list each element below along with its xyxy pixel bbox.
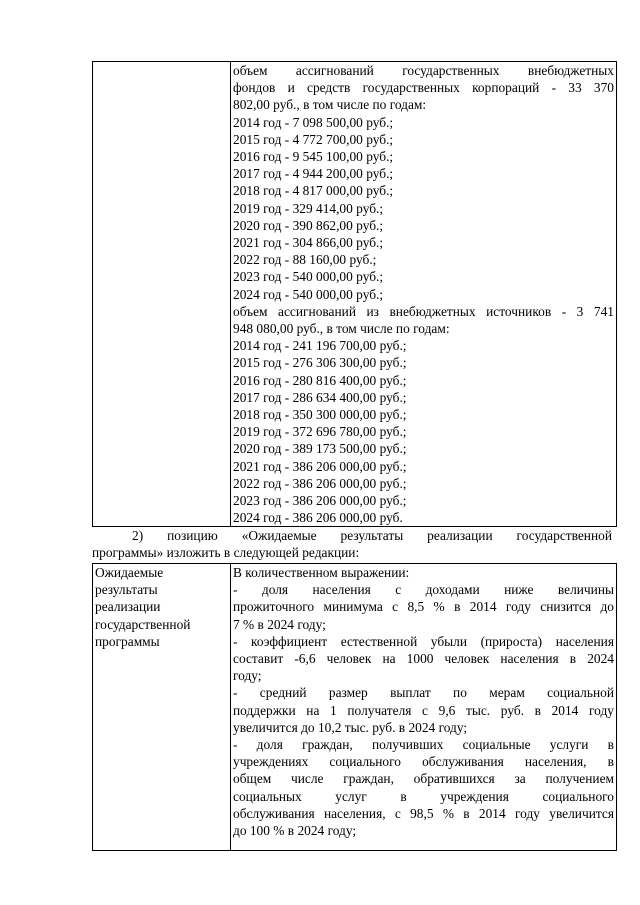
list-item: 2023 год - 540 000,00 руб.; — [233, 269, 384, 285]
text-line: - средний размер выплат по мерам социальной — [233, 685, 614, 701]
text-line: поддержки на 1 получателя с 9,6 тыс. руб. в 2014 году — [233, 702, 614, 718]
text-line: обслуживания населения, с 98,5 % в 2014 году увеличится — [233, 805, 614, 821]
result-item — [233, 633, 614, 685]
expected-results-table — [92, 563, 617, 851]
result-item — [233, 736, 614, 839]
list-item: 2021 год - 386 206 000,00 руб.; — [233, 458, 407, 474]
list-item: 2016 год - 280 816 400,00 руб.; — [233, 372, 407, 388]
list-item: 2017 год - 4 944 200,00 руб.; — [233, 166, 394, 182]
table-value-cell — [231, 62, 617, 527]
text-line: увеличится до 10,2 тыс. руб. в 2024 году; — [233, 719, 468, 735]
list-item: 2018 год - 4 817 000,00 руб.; — [233, 183, 394, 199]
text-line: объем ассигнований государственных внебюджетных — [233, 63, 614, 78]
table-label-cell — [93, 62, 231, 527]
label-line: государственной — [95, 616, 191, 632]
text-line: - коэффициент естественной убыли (прироста) населения — [233, 633, 614, 649]
text-line: фондов и средств государственных корпораций - 33 370 — [233, 80, 614, 96]
list-item: 2014 год - 7 098 500,00 руб.; — [233, 114, 394, 130]
list-item: 2014 год - 241 196 700,00 руб.; — [233, 338, 407, 354]
label-line: программы — [95, 633, 160, 649]
list-item: 2022 год - 386 206 000,00 руб.; — [233, 475, 407, 491]
list-item: 2019 год - 372 696 780,00 руб.; — [233, 424, 407, 440]
text-line: 802,00 руб., в том числе по годам: — [233, 97, 427, 113]
text-line: до 100 % в 2024 году; — [233, 823, 357, 839]
funding-block-state-funds — [233, 62, 614, 114]
text-line: учреждениях социального обслуживания населения, в — [233, 754, 614, 770]
table-value-cell — [231, 564, 617, 851]
result-item — [233, 684, 614, 736]
table-row — [93, 564, 617, 851]
list-item: 2019 год - 329 414,00 руб.; — [233, 200, 384, 216]
results-intro: В количественном выражении: — [233, 565, 410, 580]
label-line: результаты — [95, 582, 158, 598]
text-line: 948 080,00 руб., в том числе по годам: — [233, 321, 450, 337]
list-item: 2024 год - 386 206 000,00 руб. — [233, 510, 403, 526]
text-line: - доля населения с доходами ниже величины — [233, 582, 614, 598]
text-line: прожиточного минимума с 8,5 % в 2014 году снизится до — [233, 599, 614, 615]
text-line: 7 % в 2024 году; — [233, 616, 326, 632]
list-item: 2020 год - 390 862,00 руб.; — [233, 217, 384, 233]
year-list-extrabudgetary — [233, 337, 614, 526]
list-item: 2024 год - 540 000,00 руб.; — [233, 286, 384, 302]
list-item: 2015 год - 276 306 300,00 руб.; — [233, 355, 407, 371]
funding-table — [92, 61, 617, 527]
funding-block-extrabudgetary — [233, 303, 614, 337]
label-line: реализации — [95, 599, 161, 615]
table-label-cell — [93, 564, 231, 851]
paragraph-line: программы» изложить в следующей редакции: — [92, 545, 360, 561]
result-item — [233, 581, 614, 633]
text-line: объем ассигнований из внебюджетных источников - 3 741 — [233, 303, 614, 319]
list-item: 2023 год - 386 206 000,00 руб.; — [233, 493, 407, 509]
text-line: - доля граждан, получивших социальные услуги в — [233, 737, 614, 753]
text-line: году; — [233, 668, 262, 684]
paragraph-line: 2) позицию «Ожидаемые результаты реализации государственной — [132, 528, 612, 543]
text-line: социальных услуг в учреждения социального — [233, 788, 614, 804]
list-item: 2021 год - 304 866,00 руб.; — [233, 235, 384, 251]
list-item: 2017 год - 286 634 400,00 руб.; — [233, 389, 407, 405]
text-line: составит -6,6 человек на 1000 человек населения в 2024 — [233, 651, 614, 667]
year-list-state-funds — [233, 114, 614, 303]
list-item: 2018 год - 350 300 000,00 руб.; — [233, 407, 407, 423]
list-item: 2022 год - 88 160,00 руб.; — [233, 252, 377, 268]
table-row — [93, 62, 617, 527]
label-line: Ожидаемые — [95, 565, 164, 580]
list-item: 2016 год - 9 545 100,00 руб.; — [233, 149, 394, 165]
list-item: 2020 год - 389 173 500,00 руб.; — [233, 441, 407, 457]
text-line: общем числе граждан, обратившихся за получением — [233, 771, 614, 787]
list-item: 2015 год - 4 772 700,00 руб.; — [233, 131, 394, 147]
amendment-paragraph — [92, 527, 612, 561]
